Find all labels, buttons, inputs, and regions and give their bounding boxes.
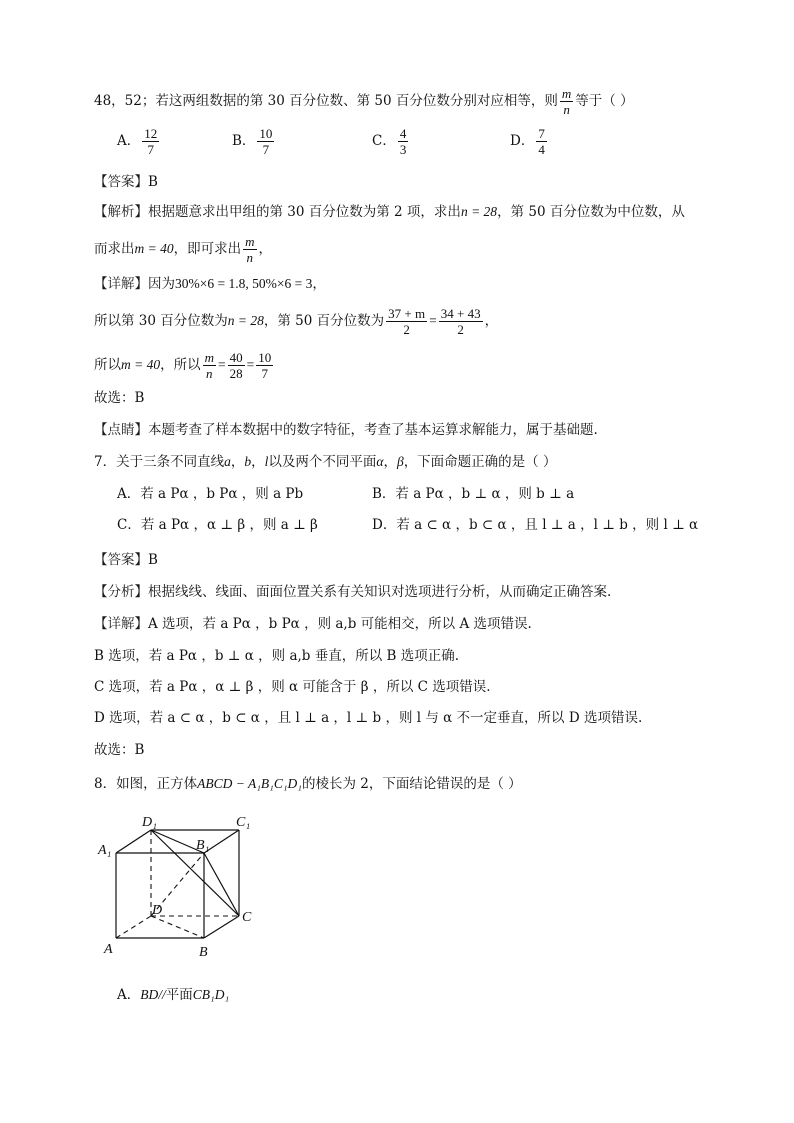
- vertex-label-d1: D₁: [142, 815, 157, 830]
- q7-option-a: A．若 a Pα ，b Pα ，则 a Pb: [117, 486, 304, 502]
- q6-option-b: B． $\frac{10}{7}$: [232, 126, 273, 157]
- q8-stem: 8．如图，正方体ABCD − A₁B₁C₁D₁的棱长为 2，下面结论错误的是（ ）: [94, 776, 522, 792]
- q6-analysis-line2: 而求出m = 40，即可求出 $\frac{m}{n}$ ，: [94, 234, 272, 265]
- q7-answer: 【答案】B: [94, 552, 158, 568]
- vertex-label-a: A: [104, 942, 113, 957]
- q7-choose: 故选：B: [94, 742, 145, 758]
- q7-detail-line3: C 选项，若 a Pα ，α ⊥ β ，则 α 可能含于 β ，所以 C 选项错误.: [94, 679, 491, 695]
- q7-analysis: 【分析】根据线线、线面、面面位置关系有关知识对选项进行分析，从而确定正确答案.: [94, 584, 612, 600]
- q7-option-c: C．若 a Pα ，α ⊥ β ，则 a ⊥ β: [117, 517, 318, 533]
- vertex-label-a1: A₁: [98, 843, 112, 858]
- q6-option-c: C． $\frac{4}{3}$: [372, 126, 407, 157]
- q6-detail-line2: 所以第 30 百分位数为n = 28，第 50 百分位数为 $\frac{37 + m}{2}$ = $\frac{34 + 43}{2}$ ，: [94, 306, 499, 337]
- q6-option-a: A． $\frac{12}{7}$: [117, 126, 158, 157]
- hidden-edge: [151, 916, 204, 938]
- edge: [204, 916, 239, 938]
- q7-detail-line4: D 选项，若 a ⊂ α ，b ⊂ α ，且 l ⊥ a ，l ⊥ b ，则 l 与 α 不一定垂直，所以 D 选项错误.: [94, 710, 643, 726]
- q7-stem: 7．关于三条不同直线a，b，l以及两个不同平面α，β，下面命题正确的是（ ）: [94, 454, 557, 470]
- edge: [204, 853, 239, 916]
- q8-option-a: A．BD//平面CB₁D₁: [117, 987, 230, 1003]
- hidden-edge: [116, 916, 151, 938]
- vertex-label-d: D: [152, 903, 163, 918]
- q6-analysis-line1: 【解析】根据题意求出甲组的第 30 百分位数为第 2 项，求出n = 28，第 50 百分位数为中位数，从: [94, 204, 685, 220]
- q7-detail-line1: 【详解】A 选项，若 a Pα ，b Pα ，则 a,b 可能相交，所以 A 选项错误.: [94, 616, 532, 632]
- q6-comment: 【点睛】本题考查了样本数据中的数字特征，考查了基本运算求解能力，属于基础题.: [94, 422, 598, 438]
- vertex-label-c: C: [242, 910, 252, 925]
- q7-option-d: D．若 a ⊂ α ，b ⊂ α ，且 l ⊥ a ，l ⊥ b ，则 l ⊥ α: [372, 517, 699, 533]
- q7-option-b: B．若 a Pα ，b ⊥ α ，则 b ⊥ a: [372, 486, 575, 502]
- edge: [151, 830, 239, 916]
- vertex-label-c1: C₁: [236, 815, 251, 830]
- vertex-label-b: B: [199, 945, 208, 960]
- q7-detail-line2: B 选项，若 a Pα ，b ⊥ α ，则 a,b 垂直，所以 B 选项正确.: [94, 648, 460, 664]
- q6-detail-line1: 【详解】因为30%×6 = 1.8, 50%×6 = 3，: [94, 276, 326, 292]
- edge: [116, 830, 151, 853]
- q6-answer: 【答案】B: [94, 174, 158, 190]
- q6-option-d: D． $\frac{7}{4}$: [510, 126, 545, 157]
- q6-stem: 48，52；若这两组数据的第 30 百分位数、第 50 百分位数分别对应相等，则 $\frac{m}{n}$ 等于（ ）: [94, 86, 634, 117]
- cube-figure: [94, 808, 274, 968]
- fraction: $\frac{m}{n}$: [561, 86, 572, 117]
- vertex-label-b1: B₁: [196, 838, 210, 853]
- q6-choose: 故选：B: [94, 390, 145, 406]
- q6-detail-line3: 所以m = 40，所以 $\frac{m}{n}$ = $\frac{40}{28}$ = $\frac{10}{7}$: [94, 350, 272, 381]
